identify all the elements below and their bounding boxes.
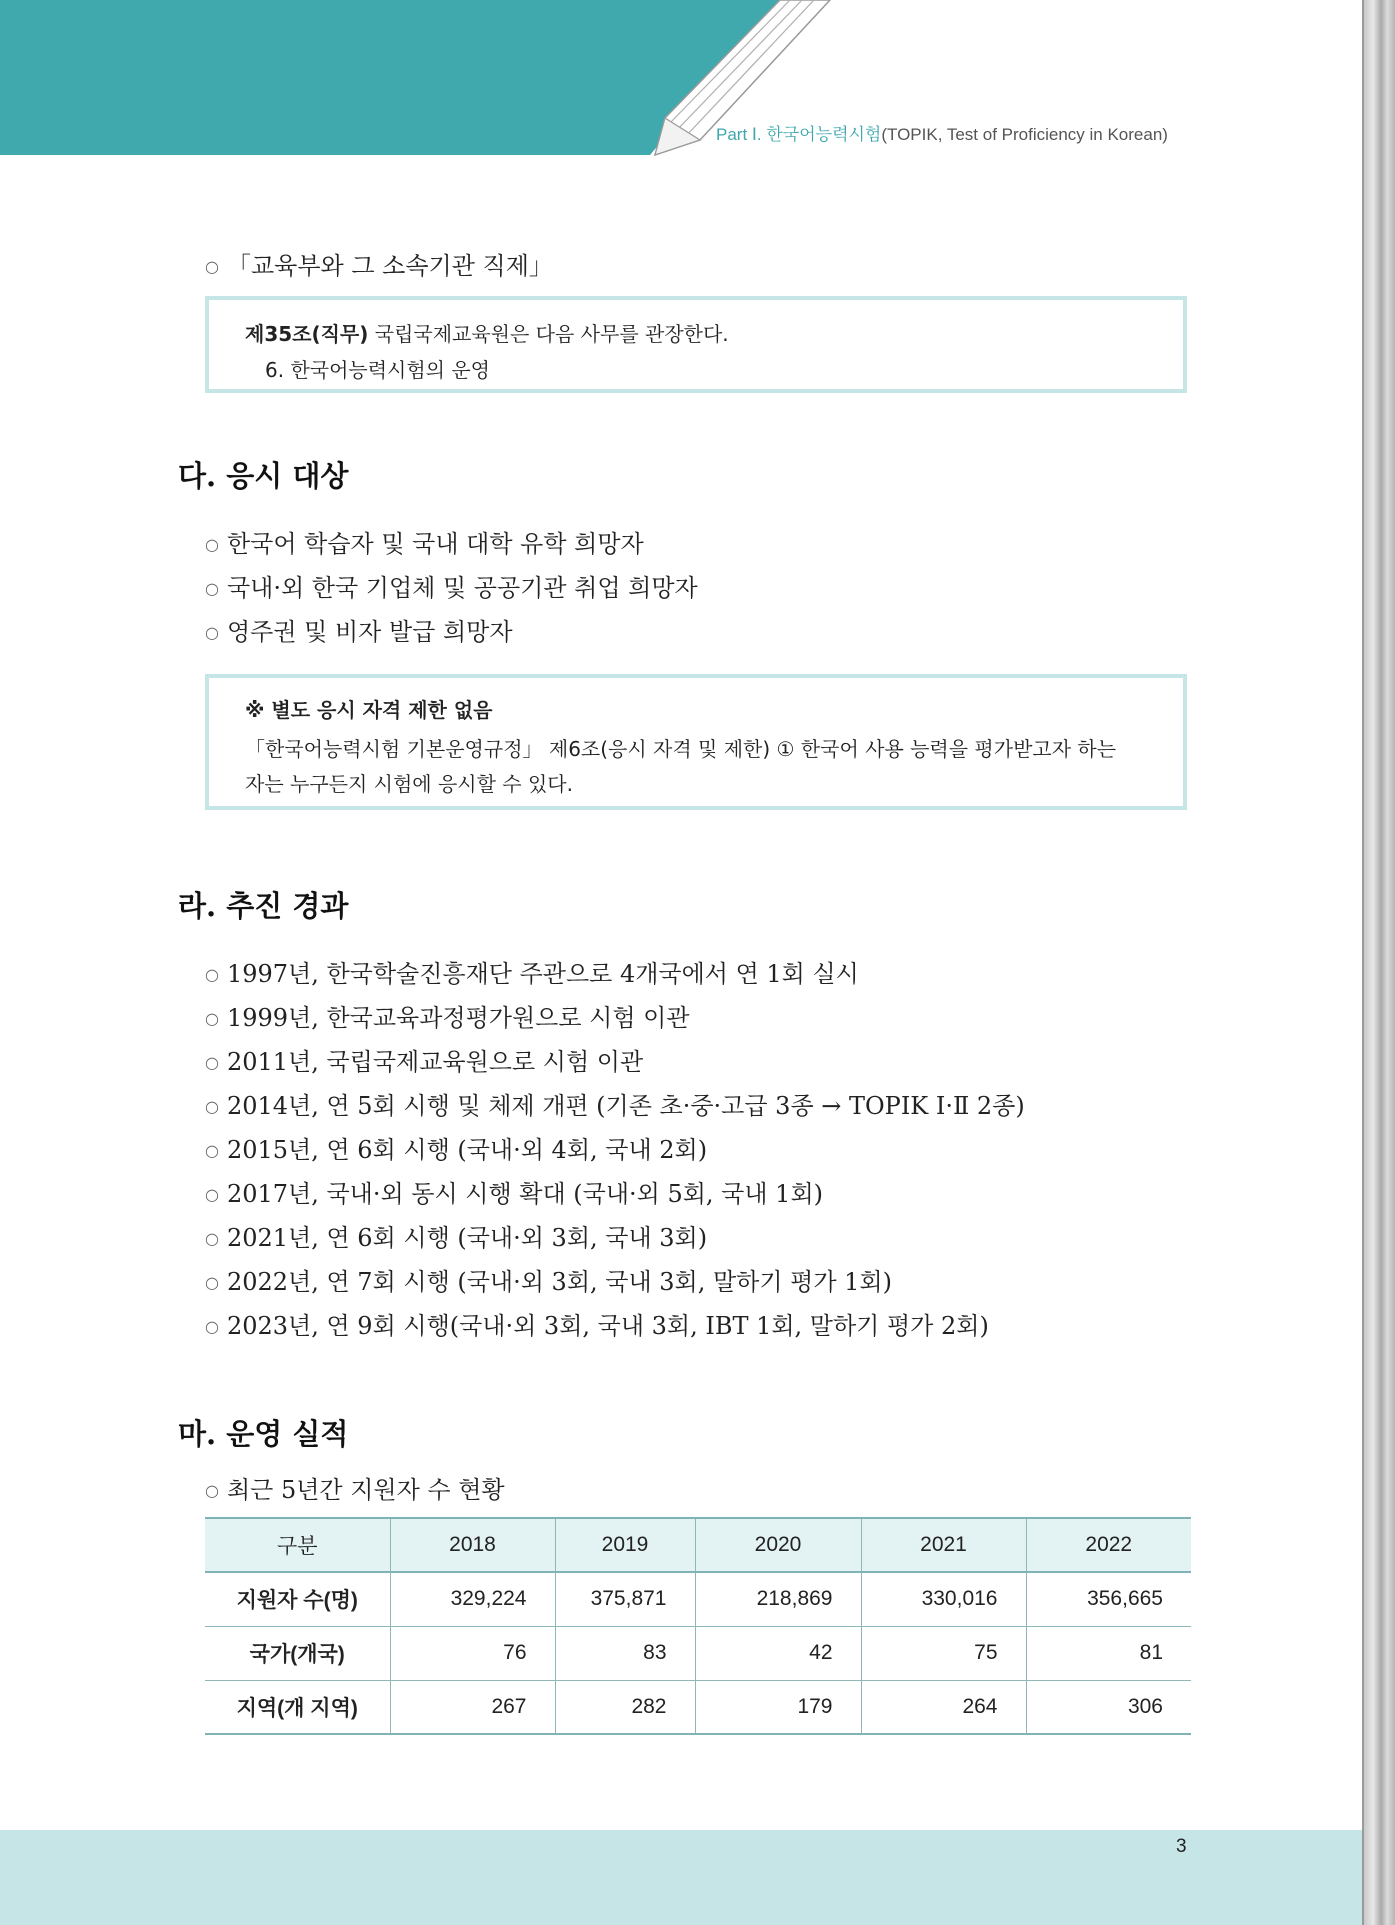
bullet-circle-icon: ○ (205, 623, 219, 642)
list-item-text: 2015년, 연 6회 시행 (국내·외 4회, 국내 2회) (226, 1136, 708, 1164)
page-edge-shadow (1364, 0, 1395, 1925)
section-heading-performance: 마. 운영 실적 (178, 1417, 349, 1451)
bullet-circle-icon: ○ (205, 535, 219, 554)
list-item (205, 1218, 707, 1253)
list-item (205, 612, 513, 647)
list-item (205, 1470, 505, 1505)
article-box (205, 296, 1187, 393)
header-title-korean: 한국어능력시험 (766, 125, 882, 144)
table-cell: 356,665 (1026, 1572, 1191, 1626)
bullet-circle-icon: ○ (205, 1481, 219, 1500)
list-item-text: 2011년, 국립국제교육원으로 시험 이관 (226, 1048, 644, 1076)
list-item (205, 568, 698, 603)
table-cell: 282 (555, 1680, 695, 1734)
table-header-cell: 구분 (205, 1518, 390, 1572)
list-item (205, 954, 859, 989)
list-item (205, 1042, 643, 1077)
list-item-text: 2021년, 연 6회 시행 (국내·외 3회, 국내 3회) (226, 1224, 708, 1252)
table-row (205, 1680, 1191, 1734)
bullet-circle-icon: ○ (205, 1185, 219, 1204)
article-number: 제35조(직무) (245, 322, 369, 346)
table-cell: 179 (695, 1680, 861, 1734)
page-number: 3 (1176, 1836, 1187, 1857)
row-label: 지역(개 지역) (205, 1680, 390, 1734)
table-cell: 306 (1026, 1680, 1191, 1734)
table-cell: 329,224 (390, 1572, 555, 1626)
article-text: 국립국제교육원은 다음 사무를 관장한다. (374, 322, 729, 346)
list-item-text: 2023년, 연 9회 시행(국내·외 3회, 국내 3회, IBT 1회, 말하기 평가 2회) (226, 1312, 989, 1340)
applicants-table (205, 1517, 1191, 1735)
list-item-text: 최근 5년간 지원자 수 현황 (226, 1476, 505, 1504)
list-item-text: 1997년, 한국학술진흥재단 주관으로 4개국에서 연 1회 실시 (226, 960, 859, 988)
list-item (205, 1086, 1025, 1121)
list-item-text: 국내·외 한국 기업체 및 공공기관 취업 희망자 (226, 574, 698, 602)
table-header-cell: 2018 (390, 1518, 555, 1572)
section-heading-eligibility: 다. 응시 대상 (178, 459, 349, 493)
bullet-circle-icon: ○ (205, 1229, 219, 1248)
table-header-cell: 2019 (555, 1518, 695, 1572)
list-item (205, 1262, 892, 1297)
header-part-label: Part Ⅰ. (716, 125, 762, 144)
eligibility-note-title: ※ 별도 응시 자격 제한 없음 (245, 698, 493, 722)
article-item: 6. 한국어능력시험의 운영 (265, 358, 490, 382)
bullet-circle-icon: ○ (205, 1141, 219, 1160)
table-cell: 75 (861, 1626, 1026, 1680)
list-item (205, 1174, 823, 1209)
bullet-circle-icon: ○ (205, 257, 219, 276)
table-cell: 267 (390, 1680, 555, 1734)
table-cell: 375,871 (555, 1572, 695, 1626)
bullet-circle-icon: ○ (205, 579, 219, 598)
intro-bullet-text: 「교육부와 그 소속기관 직제」 (226, 252, 553, 280)
list-item (205, 1130, 707, 1165)
table-cell: 218,869 (695, 1572, 861, 1626)
list-item-text: 한국어 학습자 및 국내 대학 유학 희망자 (226, 530, 644, 558)
table-row (205, 1572, 1191, 1626)
table-cell: 330,016 (861, 1572, 1026, 1626)
list-item (205, 1306, 989, 1341)
section-heading-history: 라. 추진 경과 (178, 889, 349, 923)
bullet-circle-icon: ○ (205, 965, 219, 984)
table-header-cell: 2021 (861, 1518, 1026, 1572)
table-cell: 76 (390, 1626, 555, 1680)
article-box-line (245, 318, 729, 347)
header-title-english: (TOPIK, Test of Proficiency in Korean) (881, 125, 1168, 144)
list-item-text: 영주권 및 비자 발급 희망자 (226, 618, 513, 646)
running-header (716, 120, 1168, 145)
list-item (205, 524, 644, 559)
list-item-text: 2022년, 연 7회 시행 (국내·외 3회, 국내 3회, 말하기 평가 1회) (226, 1268, 892, 1296)
list-item-text: 2017년, 국내·외 동시 시행 확대 (국내·외 5회, 국내 1회) (226, 1180, 823, 1208)
list-item (205, 998, 690, 1033)
table-header-cell: 2020 (695, 1518, 861, 1572)
row-label: 국가(개국) (205, 1626, 390, 1680)
intro-bullet (205, 246, 553, 281)
list-item-text: 2014년, 연 5회 시행 및 체제 개편 (기존 초·중·고급 3종 → TOPIK Ⅰ·Ⅱ 2종) (226, 1092, 1025, 1120)
table-row (205, 1626, 1191, 1680)
bullet-circle-icon: ○ (205, 1097, 219, 1116)
table-cell: 264 (861, 1680, 1026, 1734)
bullet-circle-icon: ○ (205, 1317, 219, 1336)
eligibility-note-line-2: 자는 누구든지 시험에 응시할 수 있다. (245, 772, 573, 796)
eligibility-note-line-1: 「한국어능력시험 기본운영규정」 제6조(응시 자격 및 제한) ① 한국어 사용 능력을 평가받고자 하는 (245, 737, 1117, 761)
table-header-cell: 2022 (1026, 1518, 1191, 1572)
table-cell: 81 (1026, 1626, 1191, 1680)
table-cell: 42 (695, 1626, 861, 1680)
bullet-circle-icon: ○ (205, 1009, 219, 1028)
list-item-text: 1999년, 한국교육과정평가원으로 시험 이관 (226, 1004, 690, 1032)
row-label: 지원자 수(명) (205, 1572, 390, 1626)
bullet-circle-icon: ○ (205, 1273, 219, 1292)
bullet-circle-icon: ○ (205, 1053, 219, 1072)
table-cell: 83 (555, 1626, 695, 1680)
footer-band (0, 1830, 1364, 1925)
table-header-row (205, 1518, 1191, 1572)
eligibility-note-box (205, 674, 1187, 810)
